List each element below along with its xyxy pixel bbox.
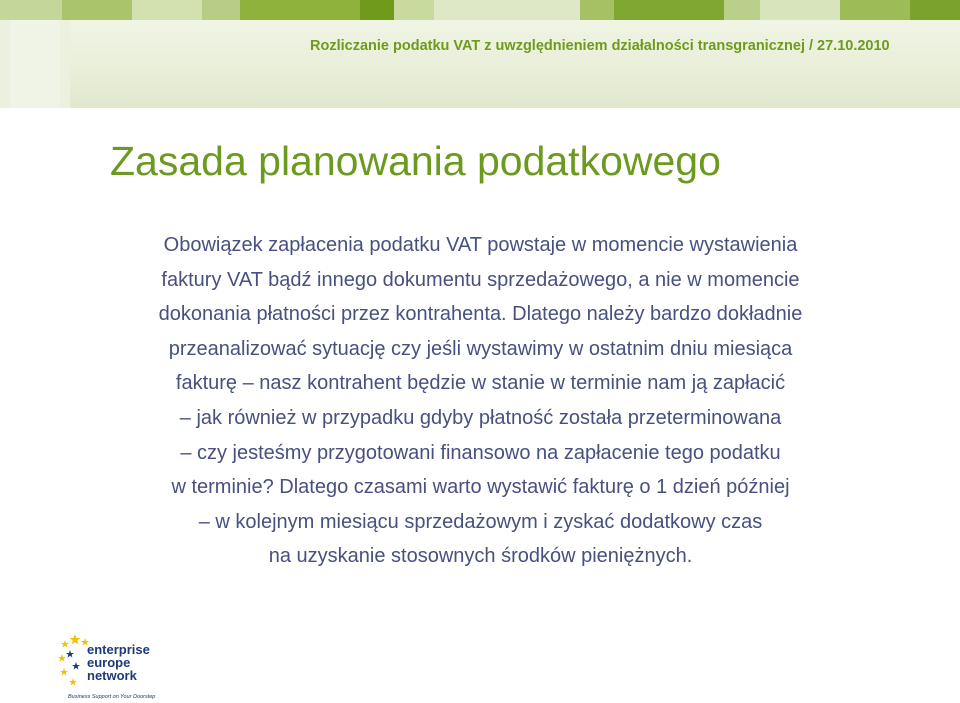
header-block — [434, 0, 580, 20]
body-line: – w kolejnym miesiącu sprzedażowym i zyskać dodatkowy czas — [198, 510, 763, 533]
logo-tagline: Business Support on Your Doorstep — [68, 694, 156, 700]
body-line: fakturę – nasz kontrahent będzie w stanie w terminie nam ją zapłacić — [175, 372, 786, 395]
body-line: Obowiązek zapłacenia podatku VAT powstaje w momencie wystawienia — [163, 234, 798, 256]
header-block — [132, 0, 202, 20]
header-block — [580, 0, 614, 20]
slide-title: Zasada planowania podatkowego — [110, 138, 721, 184]
header-block — [724, 0, 760, 20]
header-block — [614, 0, 724, 20]
body-line: – czy jesteśmy przygotowani finansowo na zapłacenie tego podatku — [180, 441, 781, 464]
logo-text-enterprise: enterprise — [87, 642, 150, 657]
header-block — [240, 0, 360, 20]
header-block — [840, 0, 910, 20]
header-block — [0, 108, 960, 113]
header-subtitle: Rozliczanie podatku VAT z uwzględnieniem działalności transgranicznej / 27.10.2010 — [310, 38, 890, 54]
enterprise-europe-network-logo — [58, 630, 158, 700]
body-line: na uzyskanie stosownych środków pieniężnych. — [268, 545, 693, 568]
header-block — [360, 0, 394, 20]
header-block — [62, 0, 132, 20]
body-line: dokonania płatności przez kontrahenta. Dlatego należy bardzo dokładnie — [158, 303, 803, 326]
logo-text-europe: europe — [87, 655, 131, 670]
header-block — [394, 0, 434, 20]
logo-text-network: network — [87, 668, 137, 683]
header-block — [910, 0, 960, 20]
slide-body — [93, 228, 868, 574]
body-line: przeanalizować sytuację czy jeśli wystawimy w ostatnim dniu miesiąca — [168, 337, 793, 360]
body-line: w terminie? Dlatego czasami warto wystawić fakturę o 1 dzień później — [171, 476, 790, 499]
header-block — [0, 0, 62, 20]
body-line: faktury VAT bądź innego dokumentu sprzedażowego, a nie w momencie — [161, 268, 800, 291]
header-block — [202, 0, 240, 20]
header-band — [0, 0, 960, 113]
header-block — [760, 0, 840, 20]
header-block — [10, 20, 60, 110]
body-line: – jak również w przypadku gdyby płatność została przeterminowana — [179, 406, 782, 429]
